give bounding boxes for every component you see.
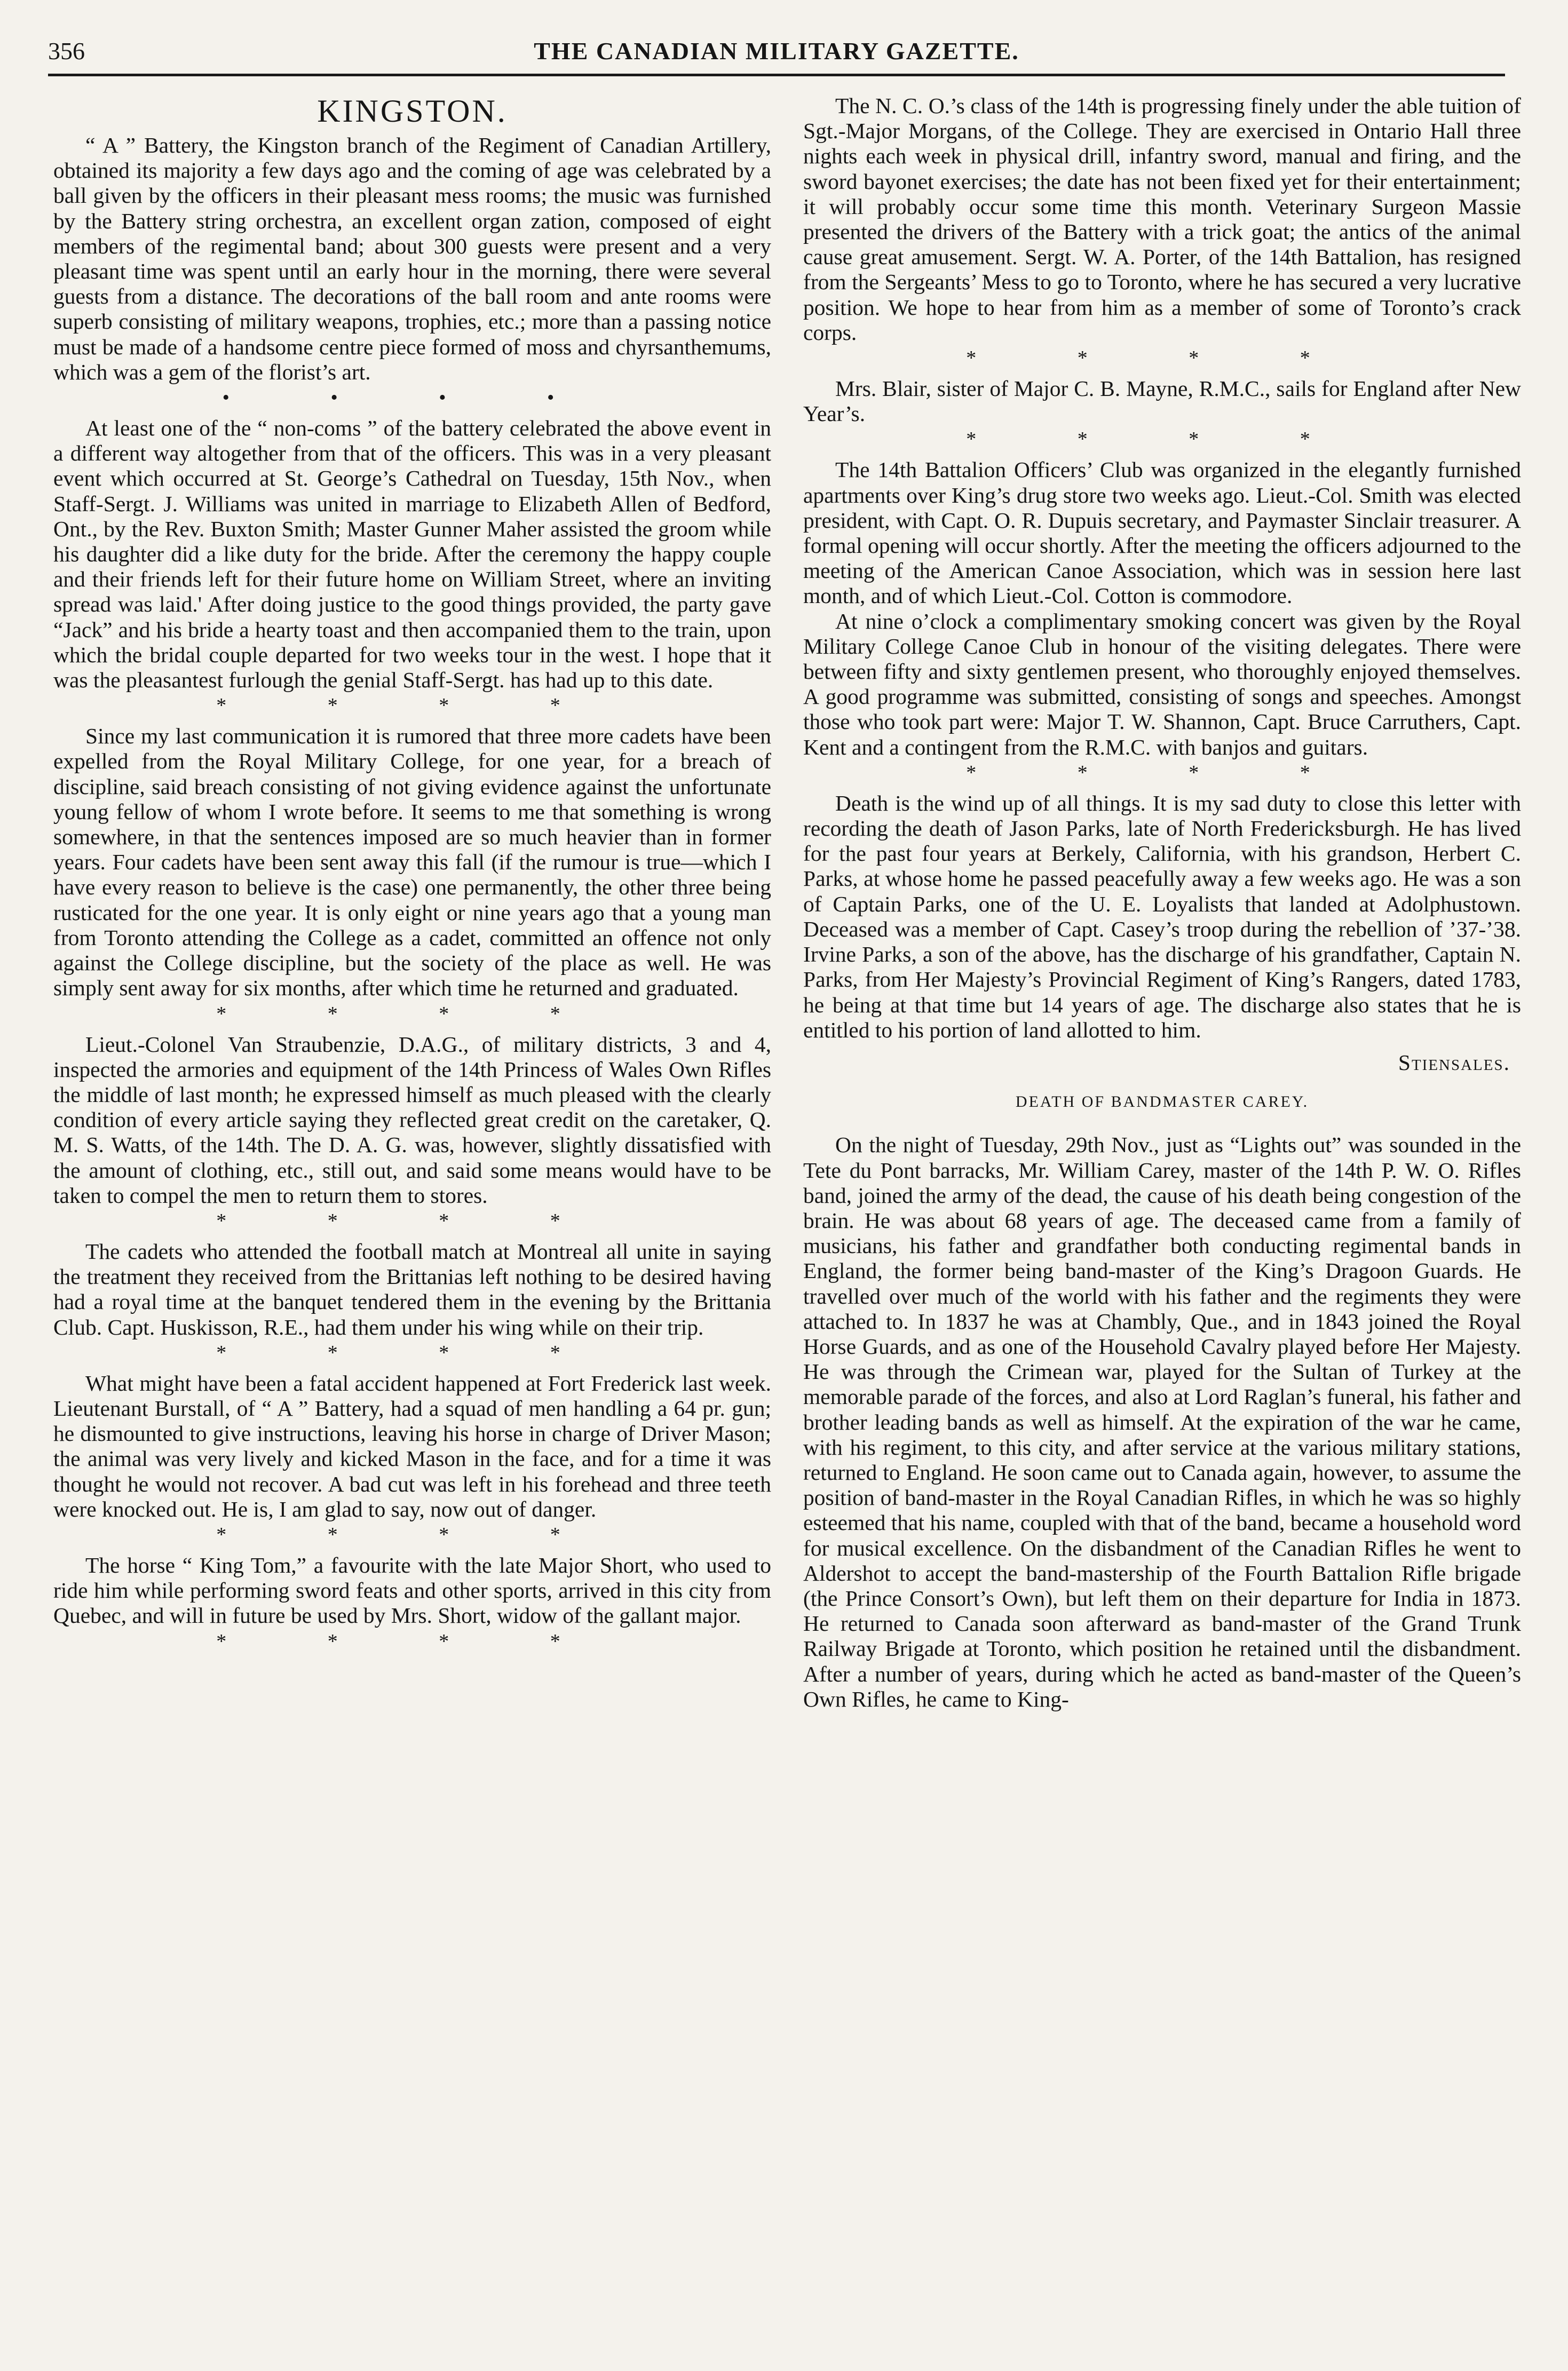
separator: * * * * bbox=[216, 1002, 608, 1025]
separator: * * * * bbox=[216, 1209, 608, 1232]
article-paragraph: “ A ” Battery, the Kingston branch of the Regiment of Canadian Artillery, obtained its majority a few days ago and the coming of age was celebrated by a ball given by the officers in their pleasant mess rooms; the music was furnished by the Battery string orchestra, an excellent organ zation, composed of eight members of the regimental band; about 300 guests were present and a very pleasant time was spent until an early hour in the morning, there were several guests from a distance. The decorations of the ball room and ante rooms were superb consisting of military weapons, trophies, etc.; more than a passing notice must be made of a handsome centre piece formed of moss and chyrsanthemums, which was a gem of the florist’s art. bbox=[53, 133, 771, 384]
separator: * * * * bbox=[966, 347, 1358, 370]
separator: * * * * bbox=[216, 1523, 608, 1546]
page-header bbox=[48, 27, 1505, 75]
article-paragraph: At least one of the “ non-coms ” of the battery celebrated the above event in a different way altogether from that of the officers. This was in a very pleasant event which occurred at St. George’s Cathedral on Tuesday, 15th Nov., when Staff-Sergt. J. Williams was united in marriage to Elizabeth Allen of Bedford, Ont., by the Rev. Buxton Smith; Master Gunner Maher assisted the groom while his daughter did a like duty for the bride. After the ceremony the happy couple and their friends left for their future home on William Street, where an inviting spread was laid.' After doing justice to the good things provided, the party gave “Jack” and his bride a hearty toast and then accompanied them to the train, upon which the bridal couple departed for two weeks tour in the west. I hope that it was the pleasantest furlough the genial Staff-Sergt. has had up to this date. bbox=[53, 416, 771, 693]
separator: * * * * bbox=[216, 1630, 608, 1653]
article-paragraph: Since my last communication it is rumored that three more cadets have been expelled from the Royal Military College, for one year, for a breach of discipline, said breach consisting of not giving evidence against the unfortunate young fellow of whom I wrote before. It seems to me that something is wrong somewhere, in that the sentences imposed are so much heavier than in former years. Four cadets have been sent away this fall (if the rumour is true—which I have every reason to believe is the case) one permanently, the other three being rusticated for the one year. It is only eight or nine years ago that a young man from Toronto attending the College as a cadet, committed an offence not only against the College discipline, but the society of the place as well. He was simply sent away for six months, after which time he returned and graduated. bbox=[53, 724, 771, 1001]
separator: * * * * bbox=[966, 761, 1358, 784]
article-paragraph: At nine o’clock a complimentary smoking concert was given by the Royal Military College Canoe Club in honour of the visiting delegates. There were between fifty and sixty gentlemen present, who thoroughly enjoyed themselves. A good programme was submitted, consisting of songs and speeches. Amongst those who took part were: Major T. W. Shannon, Capt. Bruce Carruthers, Capt. Kent and a contingent from the R.M.C. with banjos and guitars. bbox=[803, 608, 1521, 759]
separator: • • • • bbox=[222, 386, 603, 409]
article-paragraph: What might have been a fatal accident happened at Fort Frederick last week. Lieutenant Burstall, of “ A ” Battery, had a squad of men handling a 64 pr. gun; he dismounted to give instructions, leaving his horse in charge of Driver Mason; the animal was very lively and kicked Mason in the face, and for a time it was thought he would not recover. A bad cut was left in his forehead and three teeth were knocked out. He is, I am glad to say, now out of danger. bbox=[53, 1370, 771, 1521]
header-rule bbox=[48, 74, 1505, 76]
left-column bbox=[53, 93, 771, 2339]
subsection-title: DEATH OF BANDMASTER CAREY. bbox=[1015, 1093, 1309, 1111]
article-paragraph: On the night of Tuesday, 29th Nov., just as “Lights out” was sounded in the Tete du Pont barracks, Mr. William Carey, master of the 14th P. W. O. Rifles band, joined the army of the dead, the cause of his death being congestion of the brain. He was about 68 years of age. The deceased came from a family of musicians, his father and grandfather both conducting regimental bands in England, the former being band-master of the King’s Dragoon Guards. He travelled over much of the world with his father and the regiments they were attached to. In 1837 he was at Chambly, Que., and in 1843 joined the Royal Horse Guards, and as one of the Household Cavalry played before Her Majesty. He was through the Crimean war, played for the Sultan of Turkey at the memorable parade of the forces, and also at Lord Raglan’s funeral, his father and brother leading bands as well as himself. At the expiration of the war he came, with his regiment, to this city, and after service at the various military stations, returned to England. He soon came out to Canada again, however, to assume the position of band-master in the Royal Canadian Rifles, in which he was so highly esteemed that his name, coupled with that of the band, became a household word for musical excellence. On the disbandment of the Canadian Rifles he went to Aldershot to accept the band-mastership of the Fourth Battalion Rifle brigade (the Prince Consort’s Own), but left them on their departure for India in 1873. He returned to Canada soon afterward as band-master of the Grand Trunk Railway Brigade at Toronto, which position he retained until the disbandment. After a number of years, during which he acted as band-master of the Queen’s Own Rifles, he came to King- bbox=[803, 1132, 1521, 1711]
article-paragraph: The N. C. O.’s class of the 14th is progressing finely under the able tuition of Sgt.-Major Morgans, of the College. They are exercised in Ontario Hall three nights each week in physical drill, infantry sword, manual and firing, and the sword bayonet exercises; the date has not been fixed yet for their entertainment; it will probably occur some time this month. Veterinary Surgeon Massie presented the drivers of the Battery with a trick goat; the antics of the animal cause great amusement. Sergt. W. A. Porter, of the 14th Battalion, has resigned from the Sergeants’ Mess to go to Toronto, where he has secured a very lucrative position. We hope to hear from him as a member of some of Toronto’s crack corps. bbox=[803, 93, 1521, 345]
signature: Stiensales. bbox=[1398, 1050, 1510, 1075]
separator: * * * * bbox=[216, 1341, 608, 1364]
article-paragraph: Lieut.-Colonel Van Straubenzie, D.A.G., of military districts, 3 and 4, inspected the armories and equipment of the 14th Princess of Wales Own Rifles the middle of last month; he expressed himself as much pleased with the clearly condition of every article saying they reflected great credit on the caretaker, Q. M. S. Watts, of the 14th. The D. A. G. was, however, slightly dissatisfied with the amount of clothing, etc., still out, and said some means would have to be taken to compel the men to return them to stores. bbox=[53, 1032, 771, 1208]
page-number: 356 bbox=[48, 37, 85, 65]
separator: * * * * bbox=[216, 694, 608, 717]
article-paragraph: The horse “ King Tom,” a favourite with the late Major Short, who used to ride him while performing sword feats and other sports, arrived in this city from Quebec, and will in future be used by Mrs. Short, widow of the gallant major. bbox=[53, 1552, 771, 1628]
section-title: KINGSTON. bbox=[317, 93, 508, 129]
running-title: THE CANADIAN MILITARY GAZETTE. bbox=[534, 37, 1019, 65]
article-paragraph: Mrs. Blair, sister of Major C. B. Mayne, R.M.C., sails for England after New Year’s. bbox=[803, 376, 1521, 426]
article-paragraph: The 14th Battalion Officers’ Club was organized in the elegantly furnished apartments over King’s drug store two weeks ago. Lieut.-Col. Smith was elected president, with Capt. O. R. Dupuis secretary, and Paymaster Sinclair treasurer. A formal opening will occur shortly. After the meeting the officers adjourned to the meeting of the American Canoe Association, which was in session here last month, and of which Lieut.-Col. Cotton is commodore. bbox=[803, 457, 1521, 608]
article-paragraph: The cadets who attended the football match at Montreal all unite in saying the treatment they received from the Brittanias left nothing to be desired having had a royal time at the banquet tendered them in the evening by the Brittania Club. Capt. Huskisson, R.E., had them under his wing while on their trip. bbox=[53, 1239, 771, 1339]
separator: * * * * bbox=[966, 428, 1358, 451]
article-paragraph: Death is the wind up of all things. It is my sad duty to close this letter with recording the death of Jason Parks, late of North Fredericksburgh. He has lived for the past four years at Berkely, California, with his grandson, Herbert C. Parks, at whose home he passed peacefully away a few weeks ago. He was a son of Captain Parks, one of the U. E. Loyalists that landed at Adolphustown. Deceased was a member of Capt. Casey’s troop during the rebellion of ’37-’38. Irvine Parks, a son of the above, has the discharge of his grandfather, Captain N. Parks, from Her Majesty’s Provincial Regiment of King’s Rangers, dated 1783, he being at that time but 14 years of age. The discharge also states that he is entitled to his portion of land allotted to him. bbox=[803, 790, 1521, 1042]
right-column bbox=[803, 93, 1521, 2339]
